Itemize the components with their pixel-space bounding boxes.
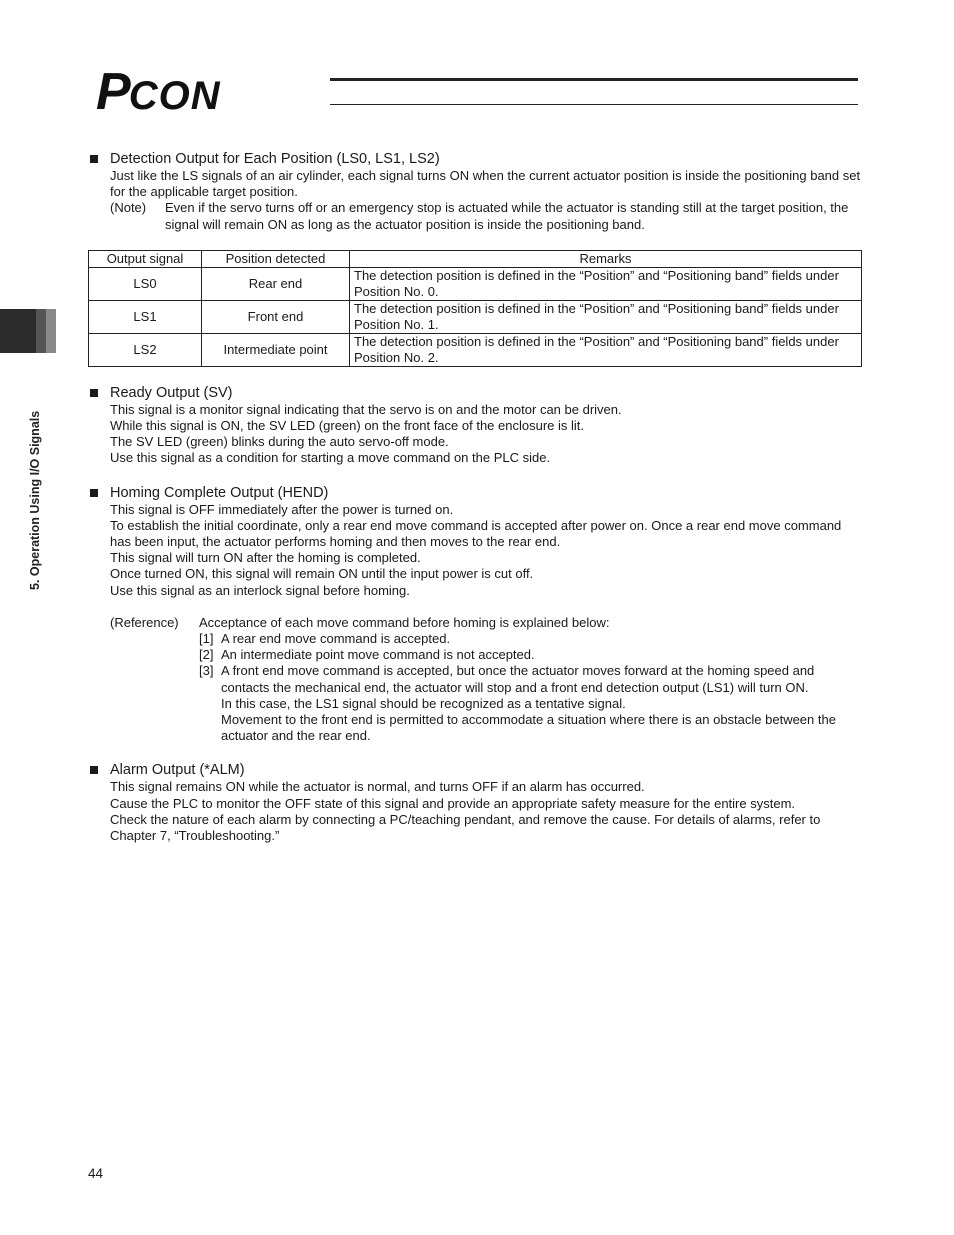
chapter-tab-light (46, 309, 56, 353)
section-alm (88, 761, 864, 844)
table-cell: Front end (202, 300, 350, 333)
table-cell: The detection position is defined in the “Position” and “Positioning band” fields under Position No. 2. (350, 333, 862, 366)
list-item (199, 631, 864, 647)
position-signal-table (88, 250, 862, 367)
table-cell: LS1 (89, 300, 202, 333)
page-number: 44 (88, 1166, 104, 1181)
page-content (88, 150, 864, 844)
square-bullet-icon (90, 489, 98, 497)
table-row (89, 300, 862, 333)
logo-letter-p: P (96, 63, 129, 121)
list-item-text: In this case, the LS1 signal should be recognized as a tentative signal. (221, 695, 626, 711)
list-item-text: A rear end move command is accepted. (221, 631, 451, 647)
paragraph: Cause the PLC to monitor the OFF state of this signal and provide an appropriate safety measure for the entire system. (110, 795, 796, 811)
header-rule-thin (330, 104, 858, 105)
header-rule-thick (330, 78, 858, 81)
table-cell: Rear end (202, 267, 350, 300)
chapter-side-label: 5. Operation Using I/O Signals (28, 410, 42, 590)
list-item-body (221, 663, 864, 744)
paragraph: Just like the LS signals of an air cylinder, each signal turns ON when the current actuator position is inside the positioning band set for the applicable target position. (110, 168, 861, 200)
paragraph: While this signal is ON, the SV LED (green) on the front face of the enclosure is lit. (110, 418, 584, 434)
section-sv (88, 384, 864, 467)
square-bullet-icon (90, 389, 98, 397)
section-heading (88, 150, 864, 168)
paragraph: This signal is OFF immediately after the power is turned on. (110, 501, 454, 517)
reference-note (110, 615, 864, 631)
note-label: (Note) (110, 200, 147, 216)
reference-text: Acceptance of each move command before homing is explained below: (199, 614, 610, 630)
list-item-text: An intermediate point move command is not accepted. (221, 647, 535, 663)
heading-text: Homing Complete Output (HEND) (110, 484, 329, 501)
list-item-number: [3] (199, 663, 214, 679)
paragraph: This signal will turn ON after the homing is completed. (110, 550, 421, 566)
square-bullet-icon (90, 766, 98, 774)
table-cell: The detection position is defined in the “Position” and “Positioning band” fields under Position No. 0. (350, 267, 862, 300)
list-item-number: [1] (199, 631, 214, 647)
section-heading (88, 484, 864, 502)
paragraph: The SV LED (green) blinks during the auto servo-off mode. (110, 434, 449, 450)
paragraph: Use this signal as an interlock signal before homing. (110, 582, 410, 598)
heading-text: Detection Output for Each Position (LS0, LS1, LS2) (110, 151, 440, 167)
table-row (89, 267, 862, 300)
list-item (199, 647, 864, 663)
table-cell: LS2 (89, 333, 202, 366)
chapter-tab-mid (36, 309, 46, 353)
table-header-row (89, 250, 862, 267)
list-item-text: A front end move command is accepted, but once the actuator moves forward at the homing speed and contacts the mechanical end, the actuator will stop and a front end detection output (LS1) will turn ON. (221, 663, 815, 695)
note (110, 200, 864, 232)
table-cell: Intermediate point (202, 333, 350, 366)
square-bullet-icon (90, 155, 98, 163)
table-cell: The detection position is defined in the “Position” and “Positioning band” fields under Position No. 1. (350, 300, 862, 333)
chapter-tab-dark (0, 309, 36, 353)
section-hend (88, 484, 864, 745)
table-header-cell: Position detected (202, 250, 350, 267)
table-row (89, 333, 862, 366)
logo-letters-con: CON (128, 74, 221, 118)
note-text: Even if the servo turns off or an emergency stop is actuated while the actuator is standing still at the target position, the signal will remain ON as long as the actuator position is inside the positioning band. (165, 200, 849, 232)
paragraph: This signal is a monitor signal indicating that the servo is on and the motor can be driven. (110, 401, 622, 417)
table-cell: LS0 (89, 267, 202, 300)
table-header-cell: Remarks (350, 250, 862, 267)
section-heading (88, 384, 864, 402)
table-header-cell: Output signal (89, 250, 202, 267)
section-ls (88, 150, 864, 233)
pcon-logo (96, 63, 221, 121)
heading-text: Ready Output (SV) (110, 384, 233, 401)
list-item-number: [2] (199, 647, 214, 663)
reference-label: (Reference) (110, 614, 179, 630)
section-heading (88, 761, 864, 779)
paragraph: Check the nature of each alarm by connecting a PC/teaching pendant, and remove the cause. For details of alarms, refer to Chapter 7, “Troubleshooting.” (110, 811, 821, 844)
heading-text: Alarm Output (*ALM) (110, 762, 245, 779)
list-item (199, 663, 864, 744)
paragraph: Use this signal as a condition for starting a move command on the PLC side. (110, 450, 551, 466)
reference-list (199, 631, 864, 744)
list-item-text: Movement to the front end is permitted to accommodate a situation where there is an obstacle between the actuator and the rear end. (221, 712, 836, 744)
paragraph: To establish the initial coordinate, only a rear end move command is accepted after power on. Once a rear end move command has been input, the actuator performs homing and then moves to the rear end. (110, 517, 842, 550)
paragraph: This signal remains ON while the actuator is normal, and turns OFF if an alarm has occurred. (110, 779, 645, 795)
paragraph: Once turned ON, this signal will remain ON until the input power is cut off. (110, 566, 534, 582)
